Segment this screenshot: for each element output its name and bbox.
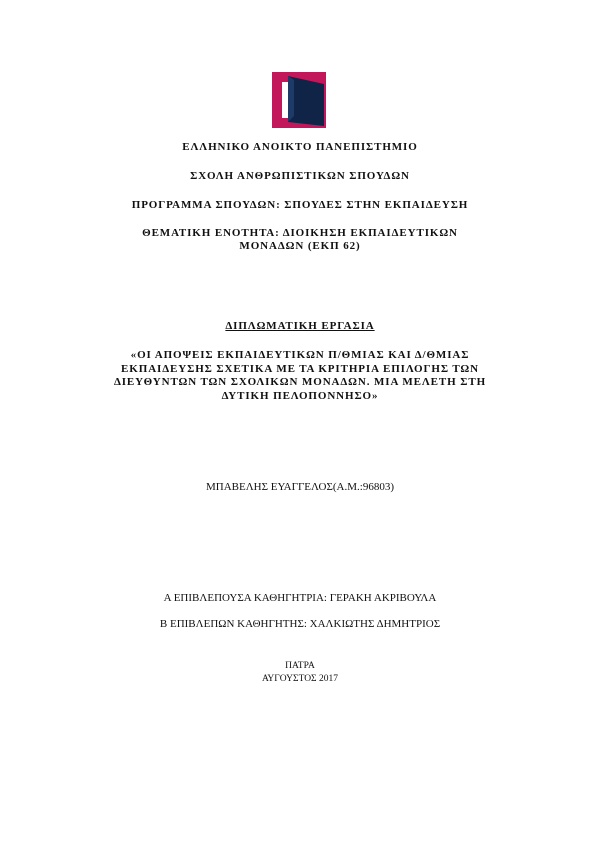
thesis-title-line: ΕΚΠΑΙΔΕΥΣΗΣ ΣΧΕΤΙΚΑ ΜΕ ΤΑ ΚΡΙΤΗΡΙΑ ΕΠΙΛΟΓΗΣ ΤΩΝ xyxy=(121,362,479,375)
author-name: ΜΠΑΒΕΛΗΣ ΕΥΑΓΓΕΛΟΣ(Α.Μ.:96803) xyxy=(205,481,394,493)
thesis-title-line: ΔΙΕΥΘΥΝΤΩΝ ΤΩΝ ΣΧΟΛΙΚΩΝ ΜΟΝΑΔΩΝ. ΜΙΑ ΜΕΛΕΤΗ ΣΤΗ xyxy=(113,376,487,388)
university-logo xyxy=(272,72,326,128)
thesis-title-line: «ΟΙ ΑΠΟΨΕΙΣ ΕΚΠΑΙΔΕΥΤΙΚΩΝ Π/ΘΜΙΑΣ ΚΑΙ Δ/ΘΜΙΑΣ xyxy=(130,349,470,361)
module-name xyxy=(0,227,600,253)
thesis-title xyxy=(0,349,600,403)
thesis-type: ΔΙΠΛΩΜΑΤΙΚΗ ΕΡΓΑΣΙΑ xyxy=(225,320,375,332)
module-line-2: ΜΟΝΑΔΩΝ (ΕΚΠ 62) xyxy=(239,240,361,252)
date: ΑΥΓΟΥΣΤΟΣ 2017 xyxy=(262,674,338,684)
supervisor-b: Β ΕΠΙΒΛΕΠΩΝ ΚΑΘΗΓΗΤΗΣ: ΧΑΛΚΙΩΤΗΣ ΔΗΜΗΤΡΙΟΣ xyxy=(159,618,441,630)
module-line-1: ΘΕΜΑΤΙΚΗ ΕΝΟΤΗΤΑ: ΔΙΟΙΚΗΣΗ ΕΚΠΑΙΔΕΥΤΙΚΩΝ xyxy=(142,227,458,239)
supervisor-a: Α ΕΠΙΒΛΕΠΟΥΣΑ ΚΑΘΗΓΗΤΡΙΑ: ΓΕΡΑΚΗ ΑΚΡΙΒΟΥΛΑ xyxy=(163,592,437,604)
school-name: ΣΧΟΛΗ ΑΝΘΡΩΠΙΣΤΙΚΩΝ ΣΠΟΥΔΩΝ xyxy=(190,170,410,182)
university-name: ΕΛΛΗΝΙΚΟ ΑΝΟΙΚΤΟ ΠΑΝΕΠΙΣΤΗΜΙΟ xyxy=(182,141,418,153)
thesis-title-line: ΔΥΤΙΚΗ ΠΕΛΟΠΟΝΝΗΣΟ» xyxy=(221,389,379,402)
program-name: ΠΡΟΓΡΑΜΜΑ ΣΠΟΥΔΩΝ: ΣΠΟΥΔΕΣ ΣΤΗΝ ΕΚΠΑΙΔΕΥΣΗ xyxy=(131,199,469,211)
city: ΠΑΤΡΑ xyxy=(285,661,315,671)
